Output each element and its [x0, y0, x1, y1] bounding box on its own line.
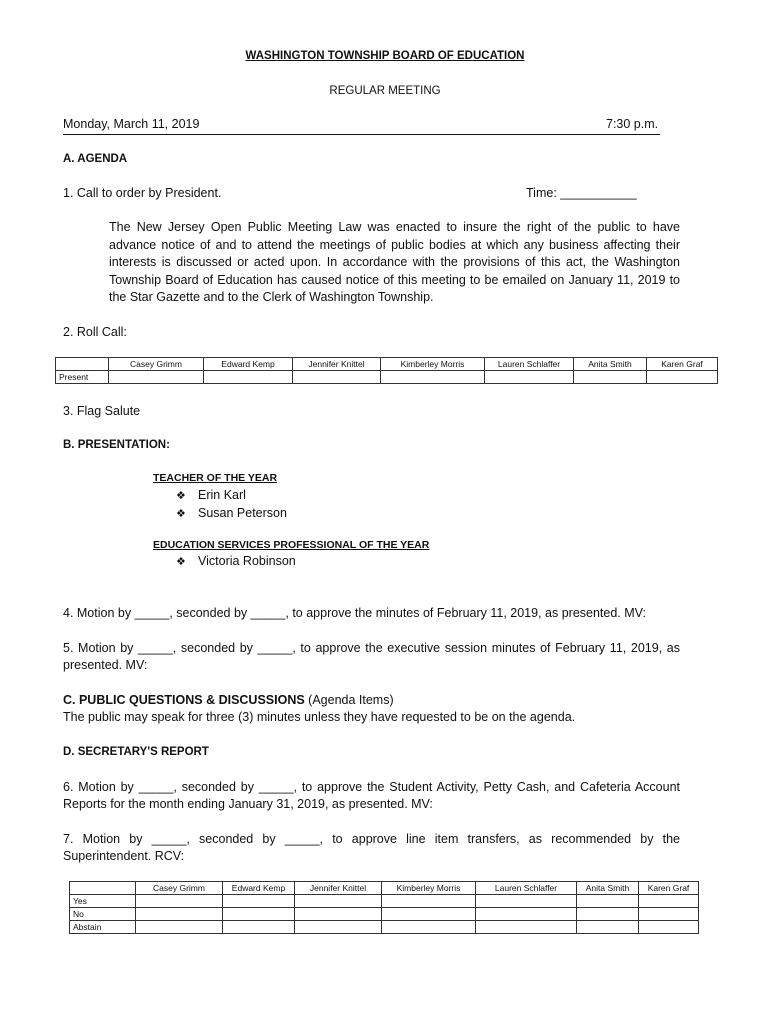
column-header: Edward Kemp: [204, 358, 293, 371]
public-questions-suffix: (Agenda Items): [304, 693, 394, 707]
flag-salute: 3. Flag Salute: [63, 404, 141, 418]
table-cell: [295, 908, 382, 921]
motion-6: 6. Motion by _____, seconded by _____, to approve the Student Activity, Petty Cash, and Cafeteria Account Reports for the month ending January 31, 2019, as presented. MV:: [63, 780, 680, 811]
honoree-name: Susan Peterson: [198, 506, 287, 520]
column-header: Karen Graf: [639, 882, 699, 895]
table-cell: [577, 895, 639, 908]
list-item: [176, 487, 246, 505]
roll-call-corner-cell: [56, 358, 109, 371]
table-cell: [577, 908, 639, 921]
secretary-report-heading: D. SECRETARY'S REPORT: [63, 746, 209, 758]
table-cell: [647, 371, 718, 384]
table-cell: [574, 371, 647, 384]
column-header: Kimberley Morris: [382, 882, 476, 895]
table-cell: [109, 371, 204, 384]
call-to-order: 1. Call to order by President.: [63, 186, 222, 200]
roll-call-vote-table: [69, 881, 699, 934]
row-label: Present: [56, 371, 109, 384]
diamond-bullet-icon: ❖: [176, 556, 186, 568]
table-cell: [639, 908, 699, 921]
motion-4: 4. Motion by _____, seconded by _____, to approve the minutes of February 11, 2019, as presented. MV:: [63, 606, 647, 620]
document-title: WASHINGTON TOWNSHIP BOARD OF EDUCATION: [245, 50, 525, 62]
public-questions-heading: [63, 692, 394, 709]
table-cell: [223, 895, 295, 908]
table-row: [70, 908, 699, 921]
column-header: Jennifer Knittel: [293, 358, 381, 371]
roll-call-label: 2. Roll Call:: [63, 325, 127, 339]
column-header: Jennifer Knittel: [295, 882, 382, 895]
table-cell: [476, 921, 577, 934]
row-label: Yes: [70, 895, 136, 908]
column-header: Lauren Schlaffer: [485, 358, 574, 371]
table-cell: [223, 921, 295, 934]
table-cell: [223, 908, 295, 921]
table-cell: [295, 895, 382, 908]
column-header: Anita Smith: [574, 358, 647, 371]
roll-call-table: [55, 357, 718, 384]
table-cell: [136, 895, 223, 908]
honoree-name: Victoria Robinson: [198, 554, 296, 568]
table-cell: [639, 895, 699, 908]
table-cell: [295, 921, 382, 934]
column-header: Karen Graf: [647, 358, 718, 371]
presentation-heading: B. PRESENTATION:: [63, 439, 170, 451]
row-label: Abstain: [70, 921, 136, 934]
vote-header-row: [70, 882, 699, 895]
roll-call-header-row: [56, 358, 718, 371]
column-header: Lauren Schlaffer: [476, 882, 577, 895]
public-questions-title: C. PUBLIC QUESTIONS & DISCUSSIONS: [63, 693, 305, 707]
table-cell: [476, 895, 577, 908]
motion-5: 5. Motion by _____, seconded by _____, to approve the executive session minutes of February 11, 2019, as presented. MV:: [63, 641, 680, 672]
table-row: [70, 895, 699, 908]
row-label: No: [70, 908, 136, 921]
table-cell: [639, 921, 699, 934]
table-cell: [381, 371, 485, 384]
teacher-of-year-heading: TEACHER OF THE YEAR: [153, 472, 278, 484]
meeting-date: Monday, March 11, 2019: [63, 117, 200, 131]
meeting-type: REGULAR MEETING: [329, 85, 441, 97]
esp-of-year-heading: EDUCATION SERVICES PROFESSIONAL OF THE YEAR: [153, 539, 430, 551]
table-cell: [577, 921, 639, 934]
table-row: [70, 921, 699, 934]
vote-corner-cell: [70, 882, 136, 895]
column-header: Casey Grimm: [109, 358, 204, 371]
open-meeting-notice: The New Jersey Open Public Meeting Law was enacted to insure the right of the public to have advance notice of and to attend the meetings of public bodies at which any business affecting their interests is discussed or acted upon. In accordance with the provisions of this act, the Washington Township Board of Education has caused notice of this meeting to be emailed on January 11, 2019 to the Star Gazette and to the Clerk of Washington Township.: [109, 220, 680, 304]
agenda-heading: A. AGENDA: [63, 153, 128, 165]
table-cell: [485, 371, 574, 384]
table-cell: [136, 908, 223, 921]
time-blank: Time: ___________: [526, 186, 637, 200]
column-header: Kimberley Morris: [381, 358, 485, 371]
table-cell: [293, 371, 381, 384]
diamond-bullet-icon: ❖: [176, 490, 186, 502]
public-questions-text: The public may speak for three (3) minutes unless they have requested to be on the agenda.: [63, 710, 576, 724]
table-cell: [382, 908, 476, 921]
table-cell: [136, 921, 223, 934]
table-cell: [382, 895, 476, 908]
motion-7: 7. Motion by _____, seconded by _____, to approve line item transfers, as recommended by the Superintendent. RCV:: [63, 832, 680, 863]
table-cell: [382, 921, 476, 934]
list-item: [176, 505, 287, 523]
diamond-bullet-icon: ❖: [176, 508, 186, 520]
meeting-time: 7:30 p.m.: [606, 117, 659, 131]
column-header: Anita Smith: [577, 882, 639, 895]
table-cell: [204, 371, 293, 384]
honoree-name: Erin Karl: [198, 488, 246, 502]
column-header: Casey Grimm: [136, 882, 223, 895]
table-cell: [476, 908, 577, 921]
column-header: Edward Kemp: [223, 882, 295, 895]
list-item: [176, 553, 296, 571]
table-row: [56, 371, 718, 384]
